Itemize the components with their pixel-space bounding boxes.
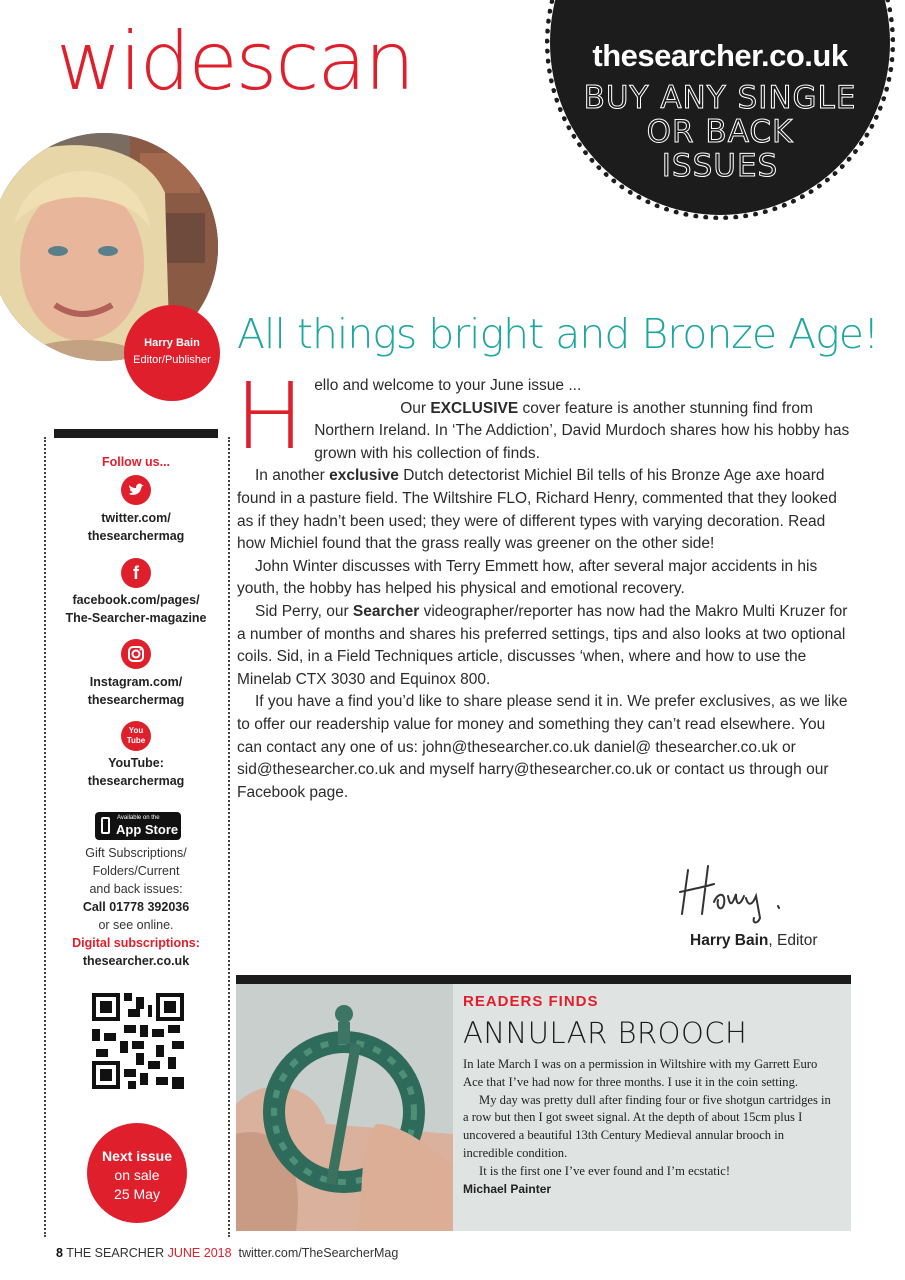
youtube-link-2[interactable]: thesearchermag	[87, 774, 185, 788]
facebook-icon[interactable]: f	[121, 558, 151, 588]
phone-icon	[101, 817, 110, 834]
appstore-button[interactable]	[95, 812, 181, 840]
editor-name-badge	[124, 305, 220, 401]
follow-label: Follow us...	[101, 455, 171, 469]
readers-finds-bar	[236, 975, 851, 984]
rf-p2: My day was pretty dull after finding four or five shotgun cartridges in a row but then I got sweet signal. At the depth of about 15cm plus I uncovered a beautiful 13th Century Medieval annular brooch in incredible condition.	[463, 1092, 831, 1160]
sidebar	[44, 437, 230, 1237]
masthead: widescan	[56, 15, 414, 108]
dropcap: H	[235, 363, 305, 470]
footer-mag: THE SEARCHER	[66, 1246, 165, 1260]
facebook-link-1[interactable]: facebook.com/pages/	[72, 593, 200, 607]
footer-month: JUNE 2018	[167, 1246, 232, 1260]
digital-site-link[interactable]: thesearcher.co.uk	[82, 954, 190, 968]
instagram-link-1[interactable]: Instagram.com/	[89, 675, 183, 689]
footer-twitter[interactable]: twitter.com/TheSearcherMag	[238, 1246, 399, 1260]
page-number: 8	[56, 1246, 63, 1260]
handwritten-signature	[678, 862, 790, 928]
editor-name: Harry Bain	[144, 337, 200, 349]
appstore-small-label: Available on the	[117, 815, 160, 821]
article-p2: Our EXCLUSIVE cover feature is another stunning find from Northern Ireland. In ‘The Addiction’, David Murdoch shares how his hobby has grown with his collection of finds.	[314, 399, 850, 462]
article-p4: John Winter discusses with Terry Emmett how, after several major accidents in his youth, the hobby has helped his physical and emotional recovery.	[237, 557, 818, 598]
instagram-link-2[interactable]: thesearchermag	[87, 693, 185, 707]
gift-line-1: Gift Subscriptions/	[85, 846, 187, 860]
promo-line-2: OR BACK	[646, 114, 794, 150]
brooch-photo	[236, 984, 453, 1231]
call-number[interactable]: Call 01778 392036	[82, 900, 190, 914]
rf-author: Michael Painter	[463, 1181, 552, 1196]
qr-code[interactable]	[92, 993, 184, 1089]
next-issue-line2: on sale	[114, 1167, 160, 1183]
article-p6: If you have a find you’d like to share please send it in. We prefer exclusives, as we like to offer our readership value for money and something they can’t read elsewhere. You can contact any one of us: john@thesearcher.co.uk daniel@ thesearcher.co.uk or sid@thesearcher.co.uk and myself harry@thesearcher.co.uk or contact us through our Facebook page.	[237, 693, 848, 801]
twitter-icon[interactable]	[121, 475, 151, 505]
signature-caption: Harry Bain, Editor	[690, 932, 818, 949]
next-issue-date: 25 May	[114, 1186, 160, 1202]
see-online: or see online.	[98, 918, 174, 932]
readers-finds-title: ANNULAR BROOCH	[463, 1016, 748, 1050]
promo-site: thesearcher.co.uk	[592, 38, 848, 73]
editor-role: Editor/Publisher	[133, 354, 211, 366]
youtube-link-1[interactable]: YouTube:	[108, 756, 164, 770]
article-body	[235, 363, 853, 804]
rf-p1: In late March I was on a permission in Wiltshire with my Garrett Euro Ace that I’ve had now for three months. I use it in the coin setting.	[463, 1057, 818, 1089]
facebook-link-2[interactable]: The-Searcher-magazine	[65, 611, 207, 625]
promo-line-3: ISSUES	[661, 148, 779, 184]
twitter-link-2[interactable]: thesearchermag	[87, 529, 185, 543]
readers-finds-kicker: READERS FINDS	[463, 993, 599, 1010]
youtube-icon[interactable]: You Tube	[121, 721, 151, 751]
gift-line-3: and back issues:	[89, 882, 183, 896]
promo-line-1: BUY ANY SINGLE	[583, 80, 857, 116]
article-p5: Sid Perry, our Searcher videographer/reporter has now had the Makro Multi Kruzer for a number of months and shares his preferred settings, tips and also looks at two optional coils. Sid, in a Field Techniques article, discusses ‘when, where and how to use the Minelab CTX 3030 and Equinox 800.	[237, 602, 848, 688]
readers-finds-text	[463, 1056, 833, 1198]
article-p3: In another exclusive Dutch detectorist Michiel Bil tells of his Bronze Age axe hoard found in a pasture field. The Wiltshire FLO, Richard Henry, commented that they looked as if they hadn’t been used; they were of different types with varying decoration. Read how Michiel found that the grass really was greener on the other side!	[237, 467, 837, 553]
article-headline: All things bright and Bronze Age!	[237, 310, 879, 358]
twitter-link-1[interactable]: twitter.com/	[101, 511, 171, 525]
appstore-big-label: App Store	[116, 822, 179, 837]
gift-line-2: Folders/Current	[92, 864, 180, 878]
digital-label: Digital subscriptions:	[72, 936, 200, 950]
page-footer	[56, 1246, 398, 1260]
article-p1: ello and welcome to your June issue ...	[314, 377, 582, 394]
rf-p3: It is the first one I’ve ever found and I’m ecstatic!	[479, 1163, 731, 1178]
next-issue-label: Next issue	[101, 1148, 173, 1164]
readers-finds-box	[236, 984, 851, 1231]
next-issue-badge	[87, 1123, 187, 1223]
promo-circle[interactable]	[550, 0, 890, 215]
instagram-icon[interactable]	[121, 639, 151, 669]
